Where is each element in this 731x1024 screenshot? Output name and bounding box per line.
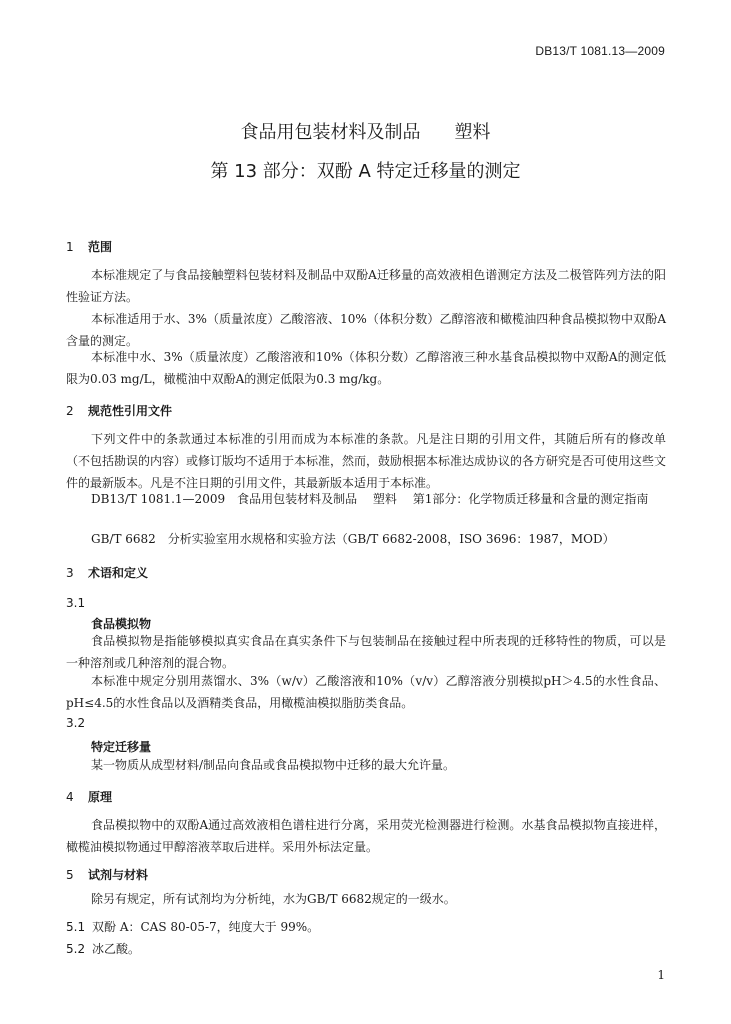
item-text: 双酚 A：CAS 80-05-7，纯度大于 99%。 — [92, 920, 320, 934]
reference-entry: GB/T 6682 分析实验室用水规格和实验方法（GB/T 6682-2008，ISO 3696：1987，MOD） — [91, 532, 615, 546]
list-item — [66, 940, 140, 957]
section-title: 术语和定义 — [88, 566, 149, 580]
paragraph: 本标准规定了与食品接触塑料包装材料及制品中双酚A迁移量的高效液相色谱测定方法及二极管阵列方法的阳性验证方法。 — [66, 268, 666, 304]
item-text: 冰乙酸。 — [92, 942, 141, 956]
paragraph: 本标准中规定分别用蒸馏水、3%（w/v）乙酸溶液和10%（v/v）乙醇溶液分别模拟pH＞4.5的水性食品、pH≤4.5的水性食品以及酒精类食品，用橄榄油模拟脂肪类食品。 — [66, 674, 666, 710]
paragraph: 某一物质从成型材料/制品向食品或食品模拟物中迁移的最大允许量。 — [91, 758, 456, 772]
section-number: 1 — [66, 240, 74, 254]
subsection-number: 3.2 — [66, 716, 86, 730]
document-title-line1 — [0, 118, 731, 144]
section-3-heading — [66, 564, 148, 581]
section-title: 规范性引用文件 — [88, 404, 173, 418]
paragraph: 除另有规定，所有试剂均为分析纯，水为GB/T 6682规定的一级水。 — [91, 892, 456, 906]
reference-entry: DB13/T 1081.1—2009 食品用包装材料及制品 塑料 第1部分：化学物质迁移量和含量的测定指南 — [91, 492, 649, 506]
document-title-line2: 第 13 部分：双酚 A 特定迁移量的测定 — [210, 161, 521, 182]
paragraph: 下列文件中的条款通过本标准的引用而成为本标准的条款。凡是注日期的引用文件，其随后所有的修改单（不包括勘误的内容）或修订版均不适用于本标准，然而，鼓励根据本标准达成协议的各方研究是否可使用这些文件的最新版本。凡是不注日期的引用文件，其最新版本适用于本标准。 — [66, 432, 667, 490]
paragraph: 本标准适用于水、3%（质量浓度）乙酸溶液、10%（体积分数）乙醇溶液和橄榄油四种食品模拟物中双酚A含量的测定。 — [66, 312, 666, 348]
title-part2: 塑料 — [454, 122, 491, 143]
section-4-heading — [66, 788, 112, 805]
section-title: 试剂与材料 — [88, 868, 149, 882]
title-part1: 食品用包装材料及制品 — [240, 122, 421, 143]
paragraph: 食品模拟物中的双酚A通过高效液相色谱柱进行分离，采用荧光检测器进行检测。水基食品模拟物直接进样，橄榄油模拟物通过甲醇溶液萃取后进样。采用外标法定量。 — [66, 818, 666, 854]
page-number: 1 — [657, 968, 665, 982]
section-2-heading — [66, 402, 172, 419]
paragraph: 食品模拟物是指能够模拟真实食品在真实条件下与包装制品在接触过程中所表现的迁移特性的物质，可以是一种溶剂或几种溶剂的混合物。 — [66, 634, 666, 670]
item-number: 5.1 — [66, 920, 86, 934]
item-number: 5.2 — [66, 942, 86, 956]
section-title: 范围 — [88, 240, 113, 254]
section-number: 3 — [66, 566, 74, 580]
section-number: 4 — [66, 790, 74, 804]
section-number: 5 — [66, 868, 74, 882]
section-number: 2 — [66, 404, 74, 418]
section-1-heading — [66, 238, 112, 255]
paragraph: 本标准中水、3%（质量浓度）乙酸溶液和10%（体积分数）乙醇溶液三种水基食品模拟物中双酚A的测定低限为0.03 mg/L，橄榄油中双酚A的测定低限为0.3 mg/kg。 — [66, 350, 666, 386]
section-title: 原理 — [88, 790, 113, 804]
term-name: 特定迁移量 — [91, 740, 152, 754]
list-item — [66, 918, 319, 935]
term-name: 食品模拟物 — [91, 617, 152, 631]
section-5-heading — [66, 866, 148, 883]
subsection-number: 3.1 — [66, 596, 86, 610]
standard-code: DB13/T 1081.13—2009 — [535, 44, 665, 58]
